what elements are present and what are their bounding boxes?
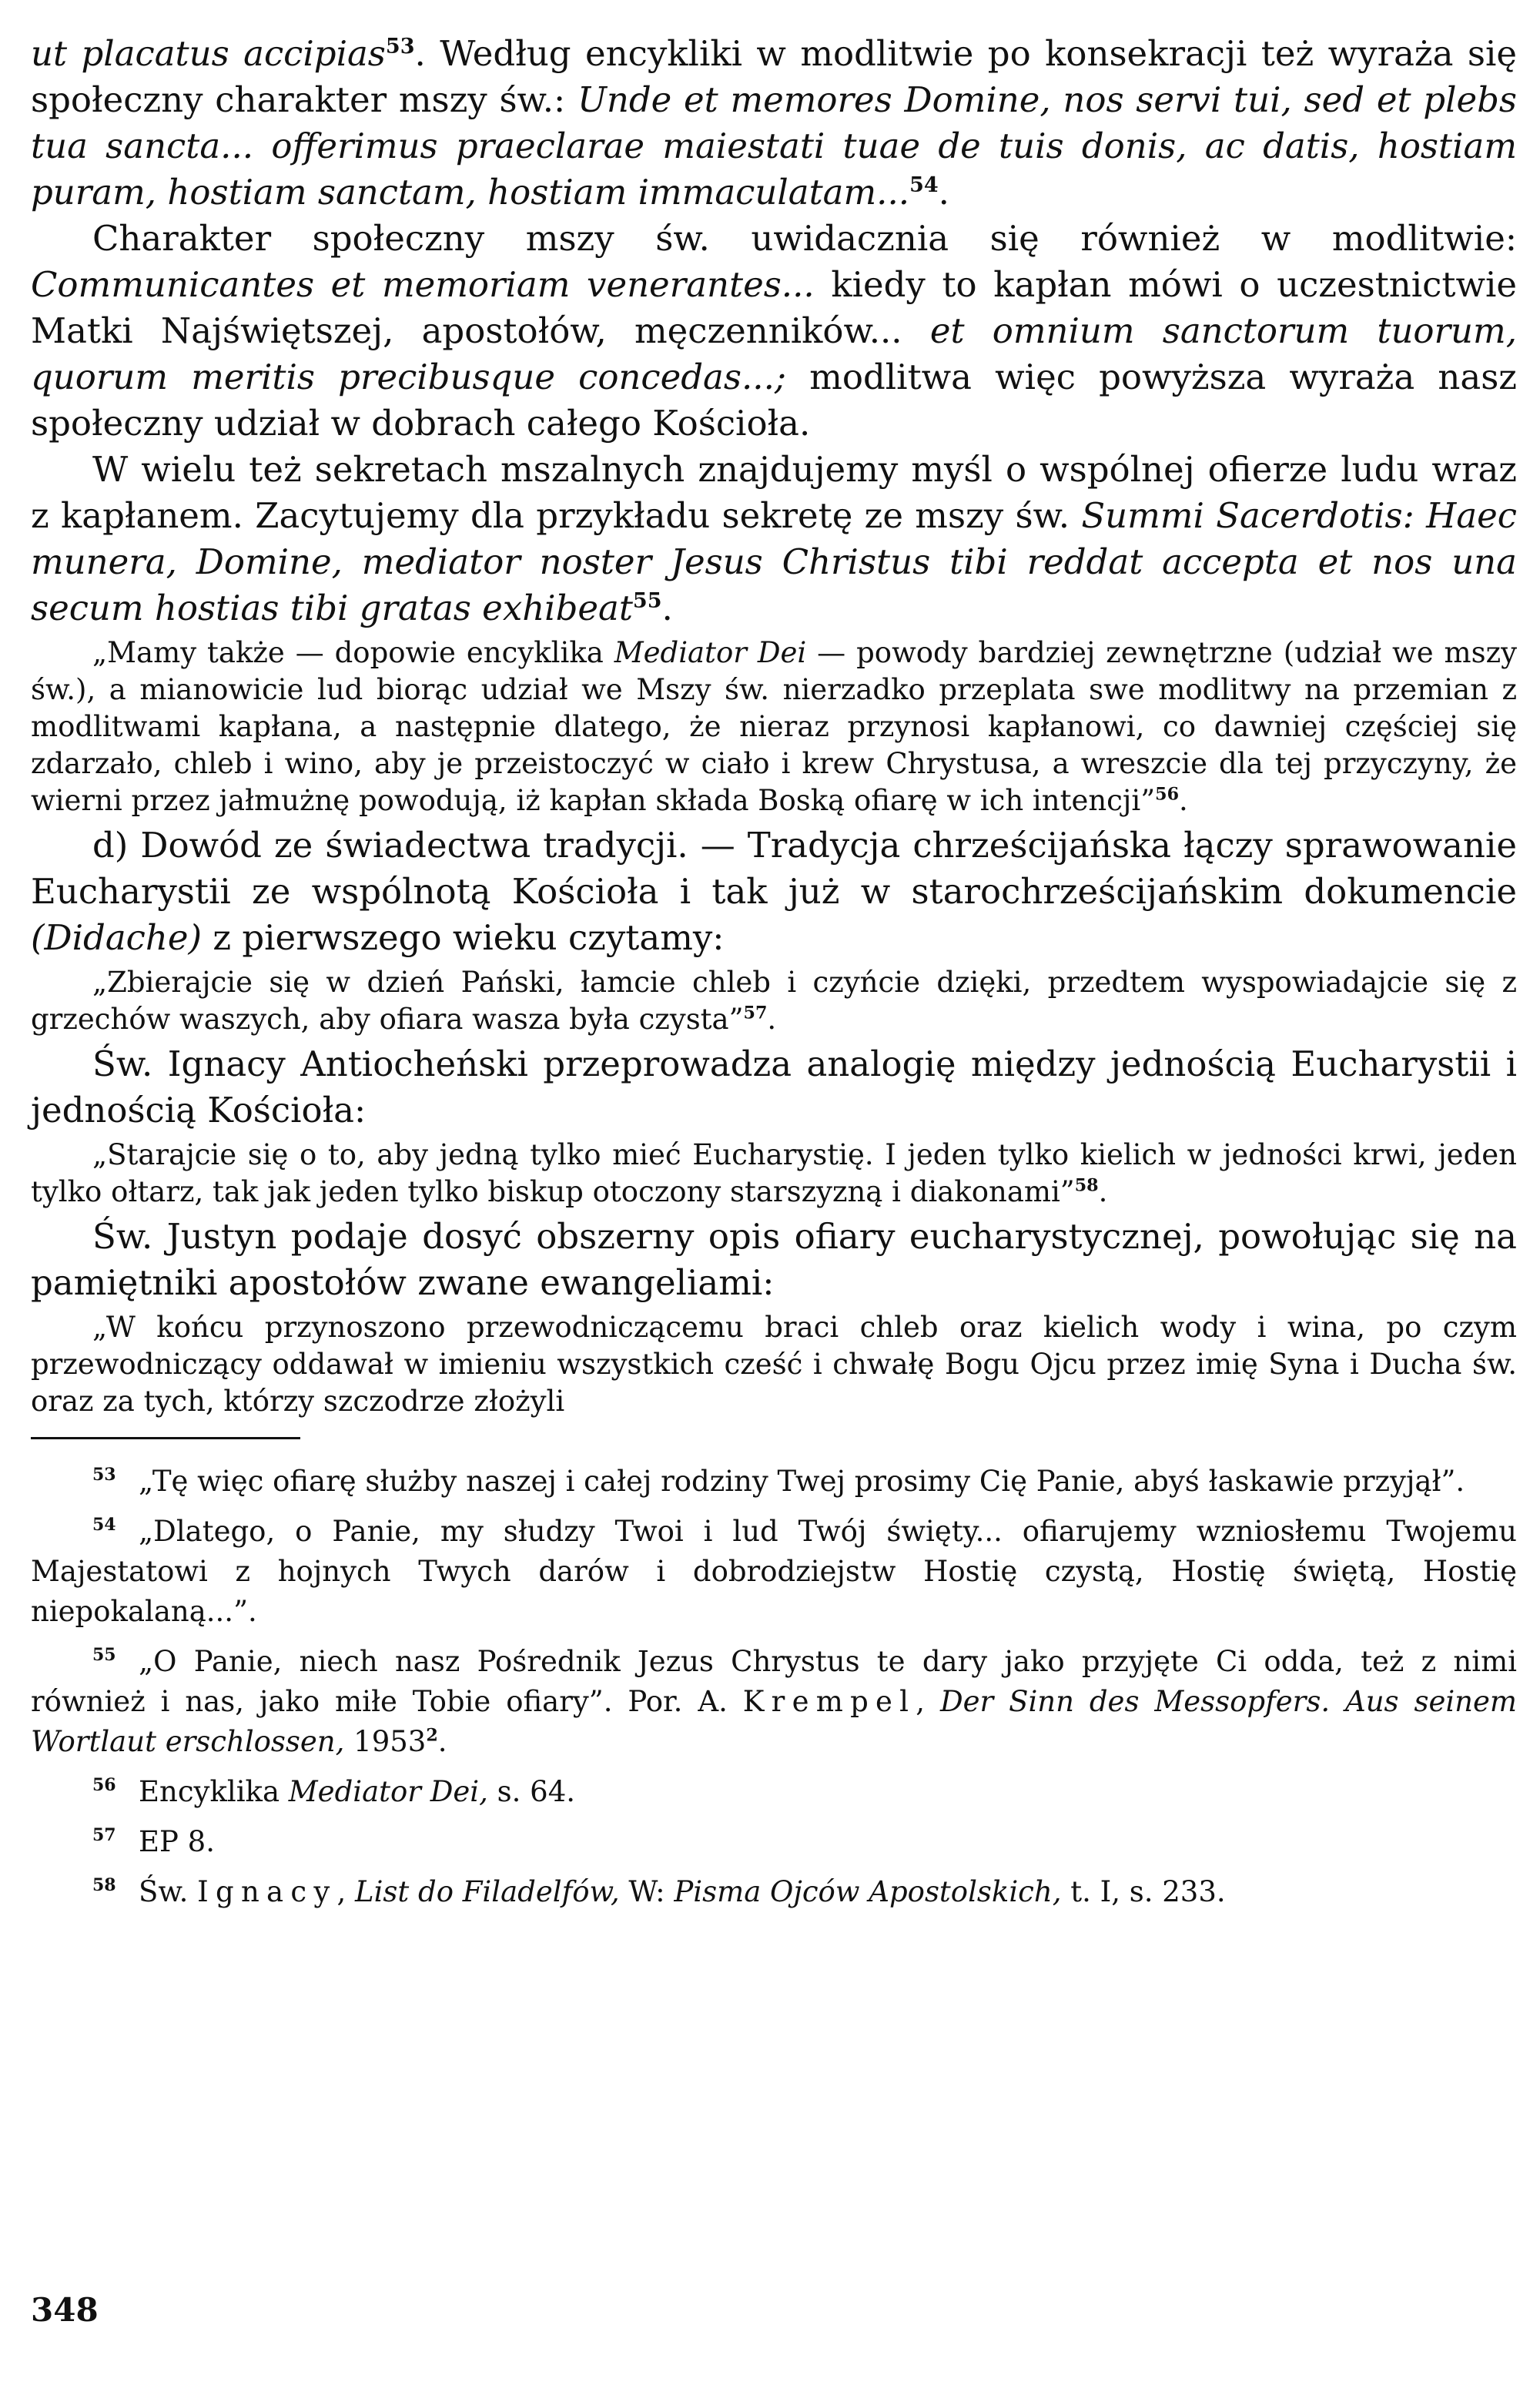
footnote-divider bbox=[31, 1437, 300, 1439]
footnote-number: 58 bbox=[92, 1875, 116, 1895]
footnote-ref-55[interactable]: 55 bbox=[632, 588, 662, 613]
footnote-number: 55 bbox=[92, 1645, 116, 1665]
footnote-text: s. 64. bbox=[487, 1775, 576, 1808]
footnote-56 bbox=[31, 1765, 1517, 1812]
latin-phrase: et omnium sanctorum tuorum, quorum meritis precibusque concedas...; bbox=[31, 310, 1517, 397]
paragraph-text: z pierwszego wieku czytamy: bbox=[202, 917, 725, 958]
footnote-57 bbox=[31, 1815, 1517, 1862]
paragraph-2 bbox=[31, 216, 1517, 447]
quote-text: . bbox=[1098, 1175, 1108, 1208]
page-number: 348 bbox=[31, 2291, 99, 2329]
footnote-ref-56[interactable]: 56 bbox=[1155, 784, 1180, 805]
paragraph-text: W wielu też sekretach mszalnych znajdujemy myśl o wspólnej ofierze ludu wraz z kapłanem. Zacytujemy dla przykładu sekretę ze mszy św. bbox=[31, 449, 1517, 536]
block-quote-ignatius bbox=[31, 1137, 1517, 1211]
encyclical-title: Mediator Dei, bbox=[288, 1775, 488, 1808]
footnote-number: 57 bbox=[92, 1825, 116, 1845]
footnote-58 bbox=[31, 1865, 1517, 1912]
footnote-text: W: bbox=[619, 1875, 675, 1908]
footnote-text: „Tę więc ofiarę służby naszej i całej rodziny Twej prosimy Cię Panie, abyś łaskawie przyjął”. bbox=[139, 1465, 1465, 1498]
paragraph-3 bbox=[31, 447, 1517, 631]
footnote-54 bbox=[31, 1505, 1517, 1632]
latin-quote: Unde et memores Domine, nos servi tui, sed et plebs tua sancta... offerimus praeclarae maiestati tuae de tuis donis, ac datis, hostiam puram, hostiam sanctam, hostiam immaculatam... bbox=[31, 79, 1517, 213]
footnote-number: 54 bbox=[92, 1515, 116, 1535]
encyclical-title: Mediator Dei bbox=[614, 636, 807, 669]
paragraph-text: . Według encykliki w modlitwie po konsekracji też wyraża się społeczny charakter mszy św.: bbox=[31, 33, 1517, 120]
book-title: Pisma Ojców Apostolskich, bbox=[674, 1875, 1062, 1908]
author-name: Krempel bbox=[742, 1685, 916, 1718]
document-title: (Didache) bbox=[31, 917, 203, 958]
footnote-text: Św. bbox=[139, 1875, 198, 1908]
footnote-text: Encyklika bbox=[139, 1775, 289, 1808]
latin-phrase: ut placatus accipias bbox=[31, 33, 386, 74]
footnote-number: 53 bbox=[92, 1465, 116, 1485]
footnote-text: , bbox=[336, 1875, 356, 1908]
book-title: List do Filadelfów, bbox=[355, 1875, 620, 1908]
book-title: Der Sinn des Messopfers. Aus seinem Wortlaut erschlossen, bbox=[31, 1685, 1517, 1758]
latin-phrase: Communicantes et memoriam venerantes... bbox=[31, 264, 815, 305]
paragraph-text: modlitwa więc powyższa wyraża nasz społeczny udział w dobrach całego Kościoła. bbox=[31, 357, 1517, 444]
footnote-text: , bbox=[916, 1685, 940, 1718]
block-quote-mediator-dei bbox=[31, 635, 1517, 819]
footnote-text: EP 8. bbox=[139, 1825, 215, 1858]
latin-quote: Summi Sacerdotis: Haec munera, Domine, mediator noster Jesus Christus tibi reddat accepta et nos una secum hostias tibi gratas exhibeat bbox=[31, 495, 1517, 628]
footnote-ref-57[interactable]: 57 bbox=[743, 1003, 768, 1023]
footnote-text: „Dlatego, o Panie, my słudzy Twoi i lud Twój święty... ofiarujemy wzniosłemu Twojemu Majestatowi z hojnych Twych darów i dobrodziejstw Hostię czystą, Hostię świętą, Hostię niepokalaną...”. bbox=[31, 1515, 1517, 1628]
paragraph-1 bbox=[31, 31, 1517, 216]
footnote-number: 56 bbox=[92, 1775, 116, 1795]
footnote-55 bbox=[31, 1635, 1517, 1762]
quote-text: — powody bardziej zewnętrzne (udział we mszy św.), a mianowicie lud biorąc udział we Mszy św. nierzadko przeplata swe modlitwy na przemian z modlitwami kapłana, a następnie dlatego, że nieraz przynosi kapłanowi, co dawniej częściej się zdarzało, chleb i wino, aby je przeistoczyć w ciało i krew Chrystusa, a wreszcie dla tej przyczyny, że wierni przez jałmużnę powodują, iż kapłan składa Boską ofiarę w ich intencji” bbox=[31, 636, 1517, 817]
paragraph-text: d) Dowód ze świadectwa tradycji. — Tradycja chrześcijańska łączy sprawowanie Eucharystii ze wspólnotą Kościoła i tak już w starochrześcijańskim dokumencie bbox=[31, 825, 1517, 912]
paragraph-6: Św. Justyn podaje dosyć obszerny opis ofiary eucharystycznej, powołując się na pamiętniki apostołów zwane ewangeliami: bbox=[31, 1216, 1517, 1303]
paragraph-4 bbox=[31, 822, 1517, 961]
quote-text: „Zbierajcie się w dzień Pański, łamcie chleb i czyńcie dzięki, przedtem wyspowiadajcie się z grzechów waszych, aby ofiara wasza była czysta” bbox=[31, 966, 1517, 1036]
footnote-text: „O Panie, niech nasz Pośrednik Jezus Chrystus te dary jako przyjęte Ci odda, też z nimi również i nas, jako miłe Tobie ofiary”. Por. A. bbox=[31, 1645, 1517, 1718]
paragraph-5: Św. Ignacy Antiocheński przeprowadza analogię między jednością Eucharystii i jednością Kościoła: bbox=[31, 1043, 1517, 1131]
author-name: Ignacy bbox=[197, 1875, 337, 1908]
block-quote-justin: „W końcu przynoszono przewodniczącemu braci chleb oraz kielich wody i wina, po czym przewodniczący oddawał w imieniu wszystkich cześć i chwałę Bogu Ojcu przez imię Syna i Ducha św. oraz za tych, którzy szczodrze złożyli bbox=[31, 1311, 1517, 1418]
quote-text: . bbox=[767, 1003, 777, 1036]
footnote-text: 1953 bbox=[344, 1725, 427, 1758]
footnote-text: t. I, s. 233. bbox=[1061, 1875, 1226, 1908]
paragraph-text: . bbox=[938, 172, 949, 213]
quote-text: „Mamy także — dopowie encyklika bbox=[92, 636, 614, 669]
footnote-53 bbox=[31, 1455, 1517, 1502]
footnote-text: . bbox=[437, 1725, 447, 1758]
footnote-ref-53[interactable]: 53 bbox=[385, 34, 415, 59]
quote-text: . bbox=[1179, 784, 1188, 817]
paragraph-text: kiedy to kapłan mówi o uczestnictwie Matki Najświętszej, apostołów, męczenników... bbox=[31, 264, 1517, 351]
block-quote-didache bbox=[31, 964, 1517, 1038]
footnote-ref-54[interactable]: 54 bbox=[909, 173, 939, 197]
book-page bbox=[31, 31, 1517, 1915]
edition-superscript: 2 bbox=[426, 1725, 438, 1746]
paragraph-text: Charakter społeczny mszy św. uwidacznia się również w modlitwie: bbox=[92, 218, 1517, 259]
quote-text: „Starajcie się o to, aby jedną tylko mieć Eucharystię. I jeden tylko kielich w jedności krwi, jeden tylko ołtarz, tak jak jeden tylko biskup otoczony starszyzną i diakonami” bbox=[31, 1138, 1517, 1208]
footnote-ref-58[interactable]: 58 bbox=[1074, 1175, 1099, 1196]
paragraph-text: . bbox=[661, 588, 673, 628]
